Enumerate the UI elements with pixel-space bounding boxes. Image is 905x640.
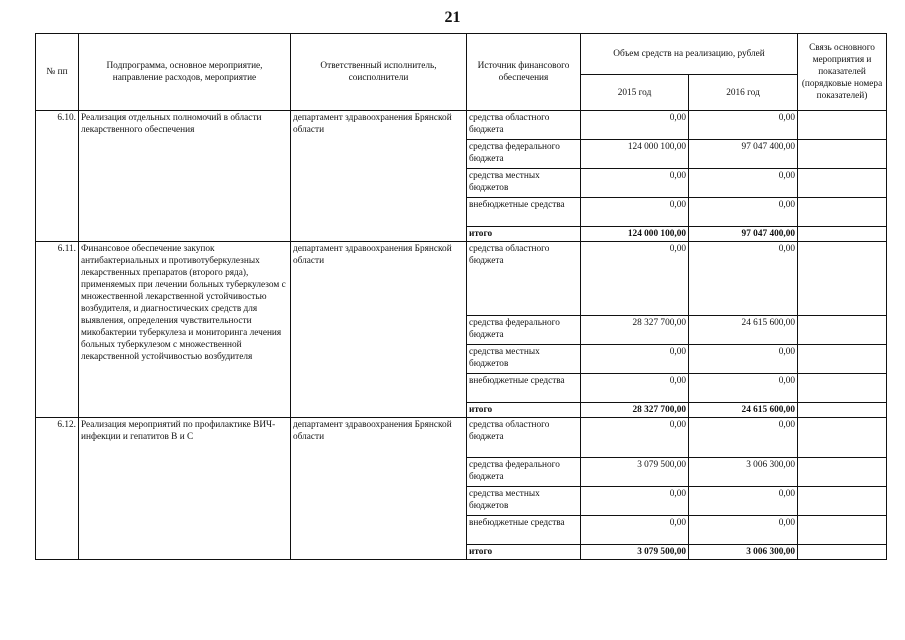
source-cell: средства федерального бюджета <box>467 316 581 345</box>
executor-cell: департамент здравоохранения Брянской области <box>291 111 467 242</box>
executor-cell: департамент здравоохранения Брянской области <box>291 242 467 418</box>
source-cell: средства областного бюджета <box>467 418 581 458</box>
header-2015: 2015 год <box>581 75 689 111</box>
amount-2016-cell: 97 047 400,00 <box>689 227 798 242</box>
amount-2016-cell: 0,00 <box>689 198 798 227</box>
link-cell <box>798 345 887 374</box>
amount-2016-cell: 0,00 <box>689 345 798 374</box>
header-volume: Объем средств на реализацию, рублей <box>581 34 798 75</box>
amount-2016-cell: 3 006 300,00 <box>689 458 798 487</box>
source-cell: средства местных бюджетов <box>467 487 581 516</box>
link-cell <box>798 169 887 198</box>
link-cell <box>798 227 887 242</box>
source-cell: внебюджетные средства <box>467 198 581 227</box>
link-cell <box>798 198 887 227</box>
amount-2015-cell: 0,00 <box>581 418 689 458</box>
row-number: 6.11. <box>36 242 79 418</box>
header-link: Связь основного мероприятия и показателей (порядковые номера показателей) <box>798 34 887 111</box>
amount-2016-cell: 3 006 300,00 <box>689 545 798 560</box>
amount-2016-cell: 0,00 <box>689 418 798 458</box>
amount-2015-cell: 0,00 <box>581 345 689 374</box>
source-cell: средства федерального бюджета <box>467 140 581 169</box>
source-cell: итого <box>467 545 581 560</box>
row-number: 6.12. <box>36 418 79 560</box>
row-number: 6.10. <box>36 111 79 242</box>
amount-2016-cell: 0,00 <box>689 487 798 516</box>
amount-2016-cell: 0,00 <box>689 374 798 403</box>
amount-2015-cell: 124 000 100,00 <box>581 227 689 242</box>
amount-2016-cell: 0,00 <box>689 516 798 545</box>
source-cell: внебюджетные средства <box>467 516 581 545</box>
program-cell: Финансовое обеспечение закупок антибактериальных и противотуберкулезных лекарственных препаратов (второго ряда), применяемых при лечении больных туберкулезом с множественной лекарственной устойчивостью возбудителя, и диагностических средств для выявления, определения чувствительности микобактерии туберкулеза и мониторинга лечения больных туберкулезом с множественной лекарственной устойчивостью возбудителя <box>79 242 291 418</box>
amount-2015-cell: 3 079 500,00 <box>581 545 689 560</box>
header-num: № пп <box>36 34 79 111</box>
source-cell: итого <box>467 403 581 418</box>
program-cell: Реализация отдельных полномочий в области лекарственного обеспечения <box>79 111 291 242</box>
table-row <box>36 111 887 140</box>
link-cell <box>798 111 887 140</box>
source-cell: средства областного бюджета <box>467 111 581 140</box>
header-2016: 2016 год <box>689 75 798 111</box>
amount-2015-cell: 0,00 <box>581 487 689 516</box>
amount-2016-cell: 24 615 600,00 <box>689 316 798 345</box>
table-row <box>36 242 887 316</box>
source-cell: средства федерального бюджета <box>467 458 581 487</box>
amount-2016-cell: 0,00 <box>689 111 798 140</box>
link-cell <box>798 516 887 545</box>
source-cell: средства местных бюджетов <box>467 345 581 374</box>
link-cell <box>798 545 887 560</box>
header-executor: Ответственный исполнитель, соисполнители <box>291 34 467 111</box>
header-source: Источник финансового обеспечения <box>467 34 581 111</box>
link-cell <box>798 242 887 316</box>
link-cell <box>798 403 887 418</box>
source-cell: итого <box>467 227 581 242</box>
source-cell: внебюджетные средства <box>467 374 581 403</box>
amount-2015-cell: 0,00 <box>581 111 689 140</box>
amount-2015-cell: 0,00 <box>581 374 689 403</box>
funding-table <box>35 33 887 560</box>
amount-2015-cell: 28 327 700,00 <box>581 316 689 345</box>
page-number: 21 <box>444 9 461 26</box>
amount-2015-cell: 0,00 <box>581 242 689 316</box>
source-cell: средства областного бюджета <box>467 242 581 316</box>
amount-2015-cell: 0,00 <box>581 516 689 545</box>
header-program: Подпрограмма, основное мероприятие, направление расходов, мероприятие <box>79 34 291 111</box>
link-cell <box>798 316 887 345</box>
source-cell: средства местных бюджетов <box>467 169 581 198</box>
executor-cell: департамент здравоохранения Брянской области <box>291 418 467 560</box>
link-cell <box>798 140 887 169</box>
table-row <box>36 418 887 458</box>
link-cell <box>798 418 887 458</box>
amount-2016-cell: 0,00 <box>689 169 798 198</box>
amount-2015-cell: 3 079 500,00 <box>581 458 689 487</box>
amount-2016-cell: 24 615 600,00 <box>689 403 798 418</box>
amount-2015-cell: 124 000 100,00 <box>581 140 689 169</box>
amount-2015-cell: 0,00 <box>581 198 689 227</box>
amount-2016-cell: 0,00 <box>689 242 798 316</box>
amount-2016-cell: 97 047 400,00 <box>689 140 798 169</box>
link-cell <box>798 458 887 487</box>
program-cell: Реализация мероприятий по профилактике ВИЧ-инфекции и гепатитов В и С <box>79 418 291 560</box>
link-cell <box>798 374 887 403</box>
amount-2015-cell: 28 327 700,00 <box>581 403 689 418</box>
link-cell <box>798 487 887 516</box>
amount-2015-cell: 0,00 <box>581 169 689 198</box>
